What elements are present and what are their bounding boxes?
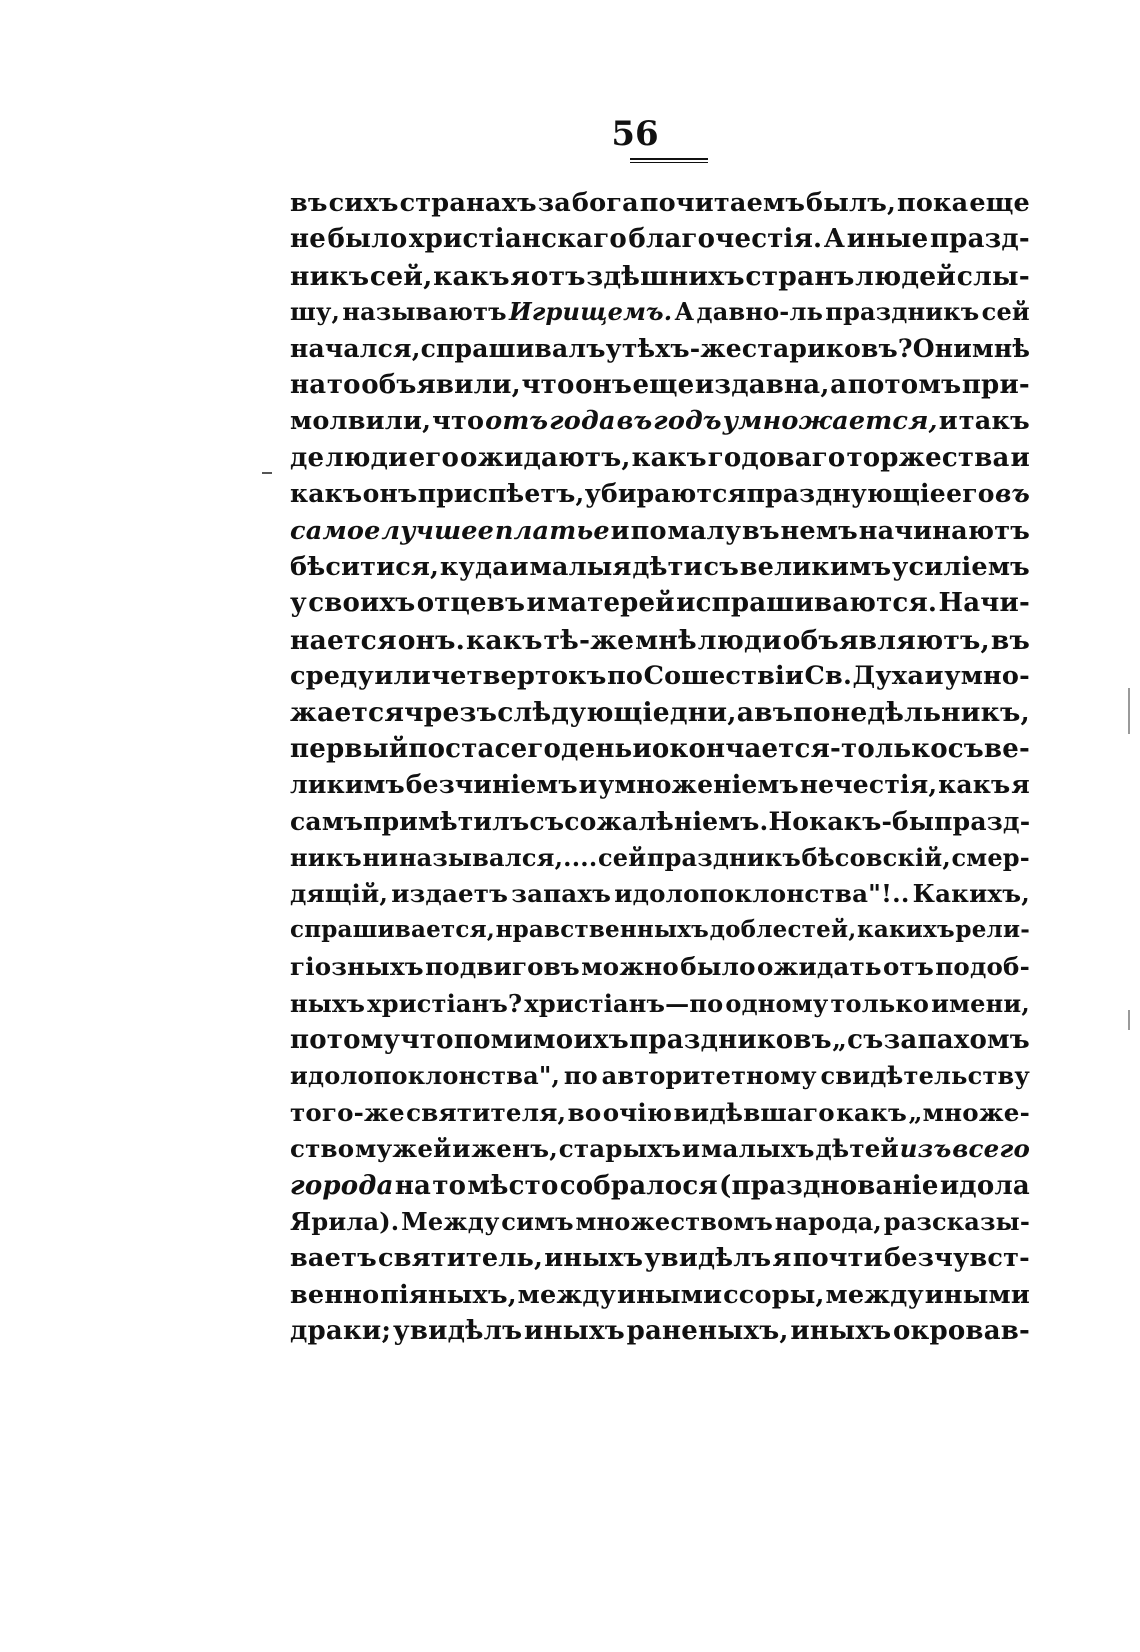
word: испрашиваются.	[676, 588, 938, 619]
word: въ	[990, 624, 1030, 656]
word: чрезъ	[404, 697, 498, 729]
word: называютъ	[342, 297, 507, 327]
word: Какихъ,	[912, 879, 1030, 909]
word: А	[823, 224, 846, 255]
word: мужей	[355, 1134, 452, 1164]
word: бога	[571, 188, 639, 218]
word: того-же	[290, 1097, 405, 1127]
word: ожидаютъ,	[460, 442, 631, 473]
text-line	[290, 188, 1030, 224]
word: назывался,....	[398, 843, 598, 873]
word: можно	[581, 952, 679, 982]
text-line	[290, 770, 1030, 806]
word: смер-	[951, 843, 1030, 873]
word: по	[563, 1061, 598, 1091]
word: (празднованіе	[719, 1170, 939, 1201]
word: молвили,	[290, 406, 432, 437]
word: малыхъ	[701, 1134, 815, 1164]
word: какъ	[290, 479, 363, 509]
italic-word: изъ	[899, 1134, 952, 1164]
text-line	[290, 1098, 1030, 1134]
word: христіанъ?	[367, 988, 523, 1018]
word: я	[510, 260, 531, 292]
word: окончается	[651, 733, 830, 764]
word: христіанъ—по	[524, 988, 724, 1018]
word: иные	[846, 224, 929, 255]
word: а	[830, 369, 848, 400]
word: собралося	[559, 1170, 718, 1201]
italic-word: въ	[616, 406, 653, 437]
word: имени,	[931, 988, 1030, 1018]
word: ве-	[983, 733, 1030, 764]
text-line	[290, 334, 1030, 370]
word: при-	[961, 369, 1030, 400]
word: стариковъ?	[741, 333, 913, 363]
word: и	[1010, 442, 1030, 473]
word: четвертокъ	[431, 661, 607, 692]
word: дѣтей	[815, 1134, 899, 1164]
word: Духа	[852, 661, 925, 692]
word: раненыхъ,	[626, 1316, 789, 1347]
word: ожидать	[756, 952, 882, 982]
word: матерей	[547, 588, 675, 619]
word: годоваго	[707, 442, 846, 473]
word: день	[561, 733, 633, 764]
italic-word: года	[549, 406, 616, 437]
word: дни,	[669, 697, 737, 729]
word: никъ	[290, 843, 362, 873]
text-line	[290, 588, 1030, 624]
word: давно-ль	[696, 297, 824, 327]
scan-edge-mark	[1128, 1010, 1130, 1030]
word: людей	[855, 260, 957, 292]
word: было	[680, 952, 756, 982]
word: безчувст-	[883, 1243, 1030, 1274]
word: симъ	[501, 1206, 574, 1236]
word: съ	[703, 551, 740, 582]
word: святитель,	[378, 1243, 544, 1274]
scan-edge-mark	[1128, 688, 1130, 734]
word: пока	[896, 188, 969, 218]
word: почти	[792, 1243, 883, 1274]
word: здѣшнихъ	[586, 260, 745, 292]
word: „съ	[832, 1024, 884, 1055]
word: мнѣ	[972, 333, 1030, 363]
word: драки;	[290, 1316, 392, 1347]
word: иныхъ	[790, 1316, 892, 1347]
word: гіозныхъ	[290, 952, 424, 982]
word: онъ.	[397, 624, 466, 656]
word: поста	[408, 733, 495, 764]
word: у	[605, 333, 622, 363]
word: у	[290, 588, 307, 619]
word: старыхъ	[558, 1134, 682, 1164]
text-line	[290, 261, 1030, 297]
word: своихъ	[308, 588, 416, 619]
word: странъ	[745, 260, 855, 292]
word: какъ	[631, 442, 707, 473]
page-number-container	[0, 114, 1140, 154]
word: бѣситися,	[290, 551, 440, 582]
word: приспѣетъ,	[417, 479, 585, 509]
word: разсказы-	[883, 1206, 1030, 1236]
word: Начи-	[938, 588, 1030, 619]
word: -	[830, 733, 841, 764]
text-line	[290, 1171, 1030, 1207]
word: праздниковъ	[629, 1024, 832, 1055]
word: люди	[325, 442, 408, 473]
word: сожалѣніемъ.	[564, 806, 769, 836]
word: мнѣ	[635, 624, 697, 656]
word: сей	[597, 843, 647, 873]
italic-word: всего	[952, 1134, 1030, 1164]
word: сей,	[369, 260, 433, 292]
word: женъ,	[471, 1134, 558, 1164]
word: издавна,	[694, 369, 830, 400]
word: по	[607, 661, 644, 692]
word: бѣсовскій,	[801, 843, 951, 873]
word: онъ	[575, 369, 632, 400]
word: увидѣлъ	[392, 1316, 523, 1347]
word: нравственныхъ	[495, 915, 709, 943]
word: безчиніемъ	[405, 770, 578, 800]
italic-word: города	[290, 1170, 394, 1201]
word: въ	[754, 697, 794, 729]
word: и	[924, 661, 944, 692]
word: въ	[290, 188, 328, 218]
word: авторитетному	[601, 1061, 817, 1091]
word: помимо	[453, 1024, 574, 1055]
word: онъ	[362, 479, 418, 509]
page-number: 56	[611, 114, 659, 154]
word: спрашивалъ	[420, 333, 606, 363]
word: примѣтилъ	[363, 806, 530, 836]
word: между	[517, 1279, 617, 1310]
text-line	[290, 1134, 1030, 1170]
word: подоб-	[935, 952, 1030, 982]
word: немъ	[780, 515, 858, 546]
word: празднующіе	[746, 479, 946, 509]
word: венно	[290, 1279, 380, 1310]
italic-word: Игрищемъ.	[508, 297, 673, 327]
text-line	[290, 661, 1030, 697]
word: и	[452, 1134, 471, 1164]
body-text	[290, 188, 1030, 1353]
word: потомъ	[847, 369, 962, 400]
word: люди	[697, 624, 782, 656]
italic-word: лучшее	[381, 515, 495, 546]
word: куда	[439, 551, 509, 582]
word: издаетъ	[391, 879, 509, 909]
word: какъ	[466, 624, 543, 656]
word: ссоры,	[723, 1279, 825, 1310]
word: ваетъ	[290, 1243, 377, 1274]
text-line	[290, 879, 1030, 915]
text-line	[290, 952, 1030, 988]
word: еще	[632, 369, 695, 400]
word: тѣхъ-же	[621, 333, 742, 363]
word: нечестія,	[799, 770, 938, 800]
word: ныхъ	[290, 988, 366, 1018]
word: ликимъ	[290, 770, 405, 800]
word: было	[327, 224, 408, 255]
italic-word: умножается,	[722, 406, 938, 437]
text-line	[290, 734, 1030, 770]
word: Между	[401, 1206, 500, 1236]
word: его	[946, 479, 995, 509]
word: и	[578, 770, 598, 800]
word: какъ-бы	[809, 806, 935, 836]
word: благочестія.	[628, 224, 823, 255]
word: въ	[742, 515, 780, 546]
word: и	[938, 406, 958, 437]
word: потому	[290, 1024, 401, 1055]
word: слѣдующіе	[497, 697, 670, 729]
word: ство	[290, 1134, 355, 1164]
word: тѣ-же	[543, 624, 635, 656]
word: Сошествіи	[643, 661, 805, 692]
word: празд-	[934, 806, 1030, 836]
word: празд-	[929, 224, 1030, 255]
word: начался,	[290, 333, 421, 363]
word: или	[374, 661, 431, 692]
word: почитаемъ	[639, 188, 806, 218]
text-line	[290, 916, 1030, 952]
word: умно-	[944, 661, 1030, 692]
word: малыя	[529, 551, 632, 582]
word: запахъ	[511, 879, 612, 909]
word: его	[408, 442, 460, 473]
word: жается	[290, 697, 405, 729]
text-line	[290, 516, 1030, 552]
text-line	[290, 443, 1030, 479]
word: и	[610, 515, 630, 546]
word: какъ	[938, 770, 1011, 800]
word: иныхъ	[524, 1316, 625, 1347]
word: піяныхъ,	[380, 1279, 517, 1310]
word: я	[1011, 770, 1030, 800]
word: съ	[947, 733, 984, 764]
word: идолопоклонства"!..	[614, 879, 910, 909]
word: по	[630, 515, 667, 546]
word: иными	[616, 1279, 723, 1310]
word: Св.	[804, 661, 853, 692]
word: великимъ	[739, 551, 892, 582]
word: и	[509, 551, 529, 582]
word: де	[290, 442, 325, 473]
word: окровав-	[892, 1316, 1030, 1347]
word: слы-	[956, 260, 1030, 292]
word: только	[830, 988, 930, 1018]
text-line	[290, 1061, 1030, 1097]
text-line	[290, 370, 1030, 406]
word: среду	[290, 661, 374, 692]
word: ихъ	[573, 1024, 629, 1055]
italic-word: въ	[994, 479, 1030, 509]
word: я	[772, 1243, 792, 1274]
margin-mark	[262, 472, 272, 474]
word: Они	[912, 333, 972, 363]
word: очію	[602, 1097, 673, 1127]
italic-word: годъ	[653, 406, 722, 437]
word: мѣсто	[467, 1170, 559, 1201]
word: христіанскаго	[408, 224, 627, 255]
word: видѣвшаго	[673, 1097, 835, 1127]
word: „множе-	[908, 1097, 1030, 1127]
word: то	[432, 1170, 467, 1201]
word: дящій,	[290, 879, 389, 909]
word: понедѣльникъ,	[793, 697, 1030, 729]
word: подвиговъ	[425, 952, 580, 982]
text-line	[290, 297, 1030, 333]
word: доблестей,	[709, 915, 857, 943]
text-line	[290, 479, 1030, 515]
word: малу	[667, 515, 742, 546]
italic-word: отъ	[485, 406, 549, 437]
word: что	[432, 406, 485, 437]
text-line	[290, 552, 1030, 588]
word: шу,	[290, 297, 341, 327]
word: Ярила).	[290, 1206, 400, 1236]
page-number-rule	[630, 158, 708, 163]
word: первый	[290, 733, 409, 764]
word: только	[841, 733, 948, 764]
word: странахъ	[399, 188, 537, 218]
word: что	[521, 369, 575, 400]
word: народа,	[774, 1206, 882, 1236]
word: какихъ	[857, 915, 955, 943]
text-line	[290, 1207, 1030, 1243]
word: объявили,	[361, 369, 521, 400]
word: одному	[725, 988, 829, 1018]
word: никъ	[290, 260, 370, 292]
word: праздникъ	[646, 843, 801, 873]
word: самъ	[290, 806, 364, 836]
word: между	[825, 1279, 924, 1310]
word: съ	[529, 806, 565, 836]
word: увидѣлъ	[644, 1243, 772, 1274]
word: усиліемъ	[891, 551, 1030, 582]
word: объявляютъ,	[782, 624, 990, 656]
text-line	[290, 1316, 1030, 1352]
word: какъ	[836, 1097, 908, 1127]
word: отцевъ	[416, 588, 526, 619]
italic-word: платье	[494, 515, 610, 546]
word: свидѣтельству	[820, 1061, 1030, 1091]
word: Но	[768, 806, 810, 836]
word: и	[632, 733, 652, 764]
word: что	[400, 1024, 454, 1055]
word: ни	[362, 843, 399, 873]
word: то	[326, 369, 361, 400]
word: сихъ	[328, 188, 399, 218]
word: спрашивается,	[290, 915, 495, 943]
word: убираются	[584, 479, 747, 509]
word: праздникъ	[825, 297, 980, 327]
text-line	[290, 1243, 1030, 1279]
word: святителя,	[406, 1097, 567, 1127]
italic-word: самое	[290, 515, 381, 546]
word: на	[290, 369, 327, 400]
word: и	[526, 588, 546, 619]
word: сего	[494, 733, 562, 764]
word: на	[394, 1170, 432, 1201]
word: дѣти	[632, 551, 703, 582]
word: рели-	[955, 915, 1030, 943]
word: множествомъ	[575, 1206, 774, 1236]
text-line	[290, 807, 1030, 843]
text-line	[290, 625, 1030, 661]
word: иными	[924, 1279, 1030, 1310]
text-line	[290, 1280, 1030, 1316]
word: нается	[290, 624, 397, 656]
text-line	[290, 697, 1030, 733]
word: былъ,	[806, 188, 897, 218]
text-line	[290, 1025, 1030, 1061]
word: за	[537, 188, 571, 218]
word: идолопоклонства",	[290, 1061, 561, 1091]
word: умноженіемъ	[598, 770, 799, 800]
text-line	[290, 843, 1030, 879]
word: начинаютъ	[858, 515, 1030, 546]
word: торжества	[846, 442, 1010, 473]
word: не	[290, 224, 326, 255]
word: во	[567, 1097, 602, 1127]
text-line	[290, 406, 1030, 442]
word: отъ	[530, 260, 586, 292]
text-line	[290, 224, 1030, 260]
word: и	[681, 1134, 701, 1164]
word: А	[674, 297, 695, 327]
word: такъ	[958, 406, 1030, 437]
word: запахомъ	[883, 1024, 1030, 1055]
word: сей	[981, 297, 1030, 327]
word: отъ	[883, 952, 934, 982]
word: какъ	[433, 260, 510, 292]
word: иныхъ	[544, 1243, 644, 1274]
text-line	[290, 989, 1030, 1025]
word: идола	[939, 1170, 1030, 1201]
word: а	[736, 697, 755, 729]
word: еще	[969, 188, 1030, 218]
